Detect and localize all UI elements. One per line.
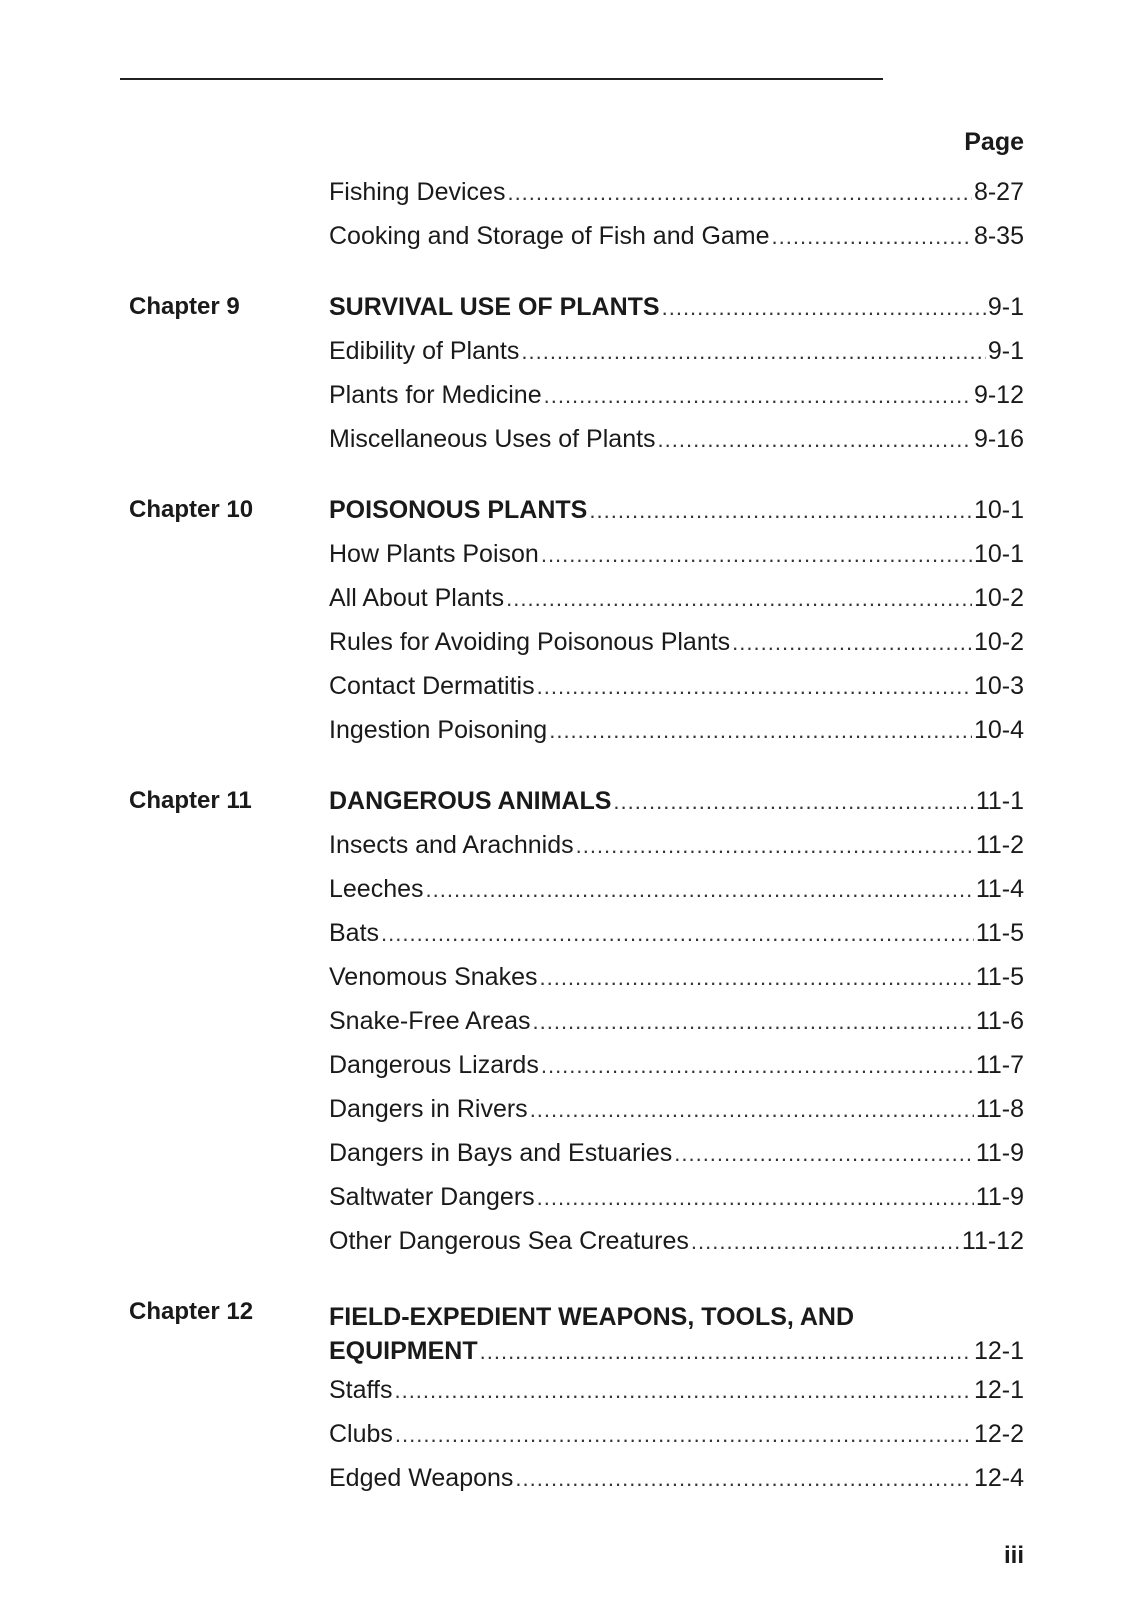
toc-entry[interactable] [329,1219,1024,1263]
entry-title: Edged Weapons [329,1464,514,1492]
entry-page: 11-4 [975,875,1024,903]
entry-title: Clubs [329,1420,393,1448]
toc-entry[interactable] [329,1456,1024,1500]
chapter-title: DANGEROUS ANIMALS [329,787,612,815]
entry-page: 11-6 [975,1007,1024,1035]
entry-page: 12-2 [973,1420,1024,1448]
dot-leader [395,1413,972,1457]
dot-leader [515,1457,972,1501]
toc-entry[interactable] [329,1087,1024,1131]
toc-entry[interactable] [329,373,1024,417]
entry-title: Venomous Snakes [329,963,538,991]
entry-title: Staffs [329,1376,393,1404]
entry-page: 11-8 [975,1095,1024,1123]
entry-page: 10-4 [973,716,1024,744]
dot-leader [691,1220,960,1264]
entry-page: 9-1 [987,293,1024,321]
entry-page: 8-27 [973,178,1024,206]
chapter-9 [0,285,1130,461]
toc-entry[interactable] [329,532,1024,576]
entry-title: Leeches [329,875,424,903]
page-column-header: Page [964,128,1024,156]
toc-entry[interactable] [329,1412,1024,1456]
entry-title: Contact Dermatitis [329,672,535,700]
entry-page: 11-7 [975,1051,1024,1079]
chapter-title: SURVIVAL USE OF PLANTS [329,293,660,321]
dot-leader [521,330,985,374]
chapter-heading-line-1[interactable] [329,1290,1024,1334]
toc-entry[interactable] [329,823,1024,867]
toc-entry[interactable] [329,170,1024,214]
dot-leader [539,956,973,1000]
entry-title: Insects and Arachnids [329,831,574,859]
dot-leader [426,868,974,912]
entry-page: 11-1 [975,787,1024,815]
chapter-label: Chapter 12 [129,1298,254,1325]
chapter-title: EQUIPMENT [329,1337,478,1365]
chapter-title: FIELD-EXPEDIENT WEAPONS, TOOLS, AND [329,1303,855,1331]
entry-title: All About Plants [329,584,505,612]
dot-leader [394,1369,971,1413]
dot-leader [662,286,986,330]
entry-title: How Plants Poison [329,540,539,568]
entry-title: Dangers in Rivers [329,1095,528,1123]
dot-leader [544,374,972,418]
toc-entry[interactable] [329,417,1024,461]
entry-page: 9-12 [973,381,1024,409]
dot-leader [507,171,972,215]
entry-title: Dangers in Bays and Estuaries [329,1139,673,1167]
dot-leader [576,824,974,868]
dot-leader [541,1044,974,1088]
chapter-heading[interactable] [329,488,1024,532]
chapter-heading-line-2[interactable] [329,1334,1024,1368]
chapter-label: Chapter 9 [129,293,240,320]
chapter-heading[interactable] [329,779,1024,823]
toc-entry[interactable] [329,214,1024,258]
dot-leader [772,215,972,259]
toc-entry[interactable] [329,1368,1024,1412]
entry-title: Miscellaneous Uses of Plants [329,425,656,453]
entry-title: Cooking and Storage of Fish and Game [329,222,770,250]
entry-page: 12-1 [973,1376,1024,1404]
entry-page: 11-5 [975,919,1024,947]
entry-title: Ingestion Poisoning [329,716,548,744]
dot-leader [732,621,972,665]
entry-page: 10-2 [973,628,1024,656]
entry-page: 11-9 [975,1183,1024,1211]
toc-entry[interactable] [329,620,1024,664]
entry-page: 11-5 [975,963,1024,991]
toc-entry[interactable] [329,664,1024,708]
entry-title: Plants for Medicine [329,381,542,409]
dot-leader [506,577,972,621]
entry-title: Saltwater Dangers [329,1183,535,1211]
chapter-10 [0,488,1130,752]
dot-leader [549,709,972,753]
entry-page: 12-4 [973,1464,1024,1492]
entry-page: 10-2 [973,584,1024,612]
dot-leader [537,1176,974,1220]
chapter-label: Chapter 11 [129,787,252,814]
dot-leader [658,418,972,462]
chapter-heading[interactable] [329,285,1024,329]
dot-leader [674,1132,974,1176]
toc-entry[interactable] [329,708,1024,752]
dot-leader [530,1088,974,1132]
entry-page: 9-1 [987,337,1024,365]
entry-title: Other Dangerous Sea Creatures [329,1227,689,1255]
toc-entry[interactable] [329,955,1024,999]
entry-page: 12-1 [973,1337,1024,1365]
toc-entry[interactable] [329,1131,1024,1175]
dot-leader [381,912,974,956]
entry-title: Fishing Devices [329,178,506,206]
dot-leader [537,665,972,709]
toc-entry[interactable] [329,1043,1024,1087]
entry-page: 11-2 [975,831,1024,859]
toc-entry[interactable] [329,1175,1024,1219]
toc-entry[interactable] [329,576,1024,620]
chapter-title: POISONOUS PLANTS [329,496,588,524]
dot-leader [533,1000,974,1044]
table-of-contents [0,170,1130,1500]
entry-page: 9-16 [973,425,1024,453]
toc-entry[interactable] [329,867,1024,911]
dot-leader [613,780,973,824]
page-folio: iii [1003,1542,1024,1569]
chapter-label: Chapter 10 [129,496,254,523]
entry-page: 11-9 [975,1139,1024,1167]
toc-entry[interactable] [329,911,1024,955]
chapter-11 [0,779,1130,1263]
entry-page: 11-12 [961,1227,1024,1255]
toc-entry[interactable] [329,329,1024,373]
entry-title: Rules for Avoiding Poisonous Plants [329,628,731,656]
entry-page: 8-35 [973,222,1024,250]
intro-entries [0,170,1130,258]
chapter-12 [0,1290,1130,1500]
top-rule [120,78,883,80]
entry-title: Bats [329,919,380,947]
dot-leader [589,489,972,533]
entry-page: 10-1 [973,496,1024,524]
entry-page: 10-3 [973,672,1024,700]
dot-leader [541,533,972,577]
dot-leader [480,1335,972,1369]
entry-page: 10-1 [973,540,1024,568]
entry-title: Snake-Free Areas [329,1007,531,1035]
toc-entry[interactable] [329,999,1024,1043]
entry-title: Dangerous Lizards [329,1051,539,1079]
entry-title: Edibility of Plants [329,337,520,365]
